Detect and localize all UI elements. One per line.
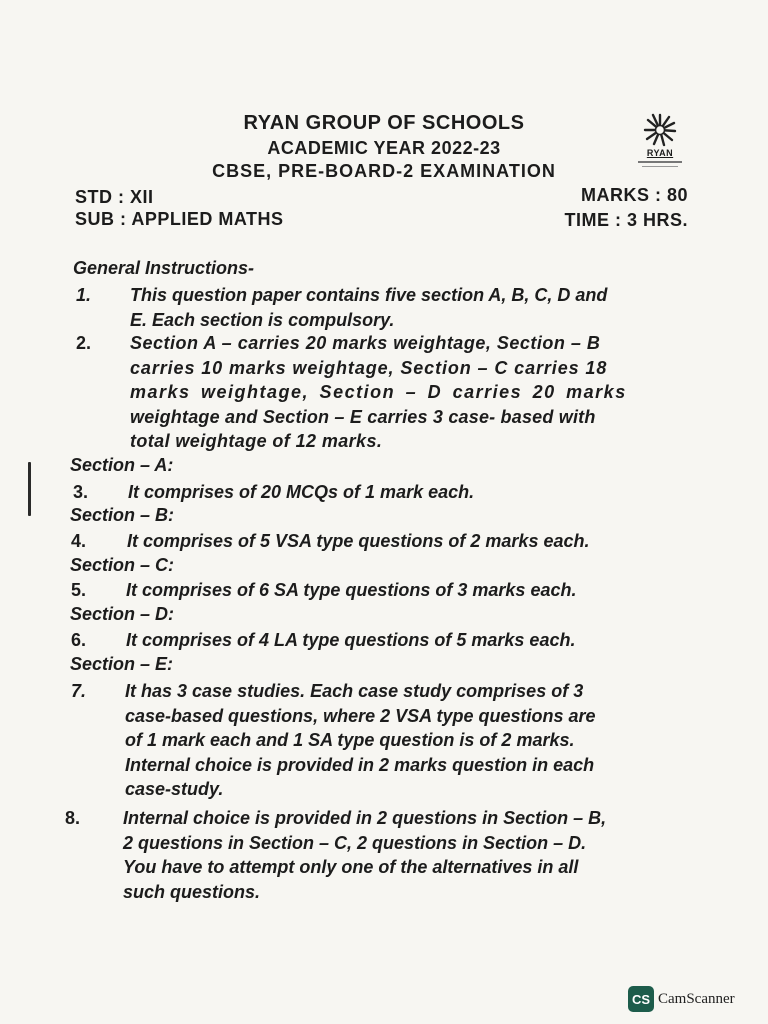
instruction-item — [128, 480, 698, 505]
instruction-line: Section A – carries 20 marks weightage, Section – B — [130, 333, 601, 353]
academic-year: ACADEMIC YEAR 2022-23 — [267, 138, 501, 158]
logo-tagline-line — [642, 166, 678, 167]
item-number: 3. — [73, 482, 89, 502]
item-number: 8. — [65, 808, 81, 828]
section-d-heading: Section – D: — [70, 604, 175, 624]
section-a-heading: Section – A: — [70, 455, 174, 475]
section-e-heading: Section – E: — [70, 654, 174, 674]
instruction-line: It comprises of 4 LA type questions of 5 marks each. — [126, 630, 576, 650]
marks-label: MARKS : 80 — [580, 185, 688, 205]
logo-tagline-line — [638, 161, 682, 163]
instruction-line: It comprises of 5 VSA type questions of 2 marks each. — [127, 531, 590, 551]
instruction-line: It comprises of 6 SA type questions of 3 marks each. — [126, 580, 577, 600]
camscanner-icon: CS — [628, 986, 654, 1012]
instruction-item — [126, 628, 696, 653]
instruction-item — [130, 283, 700, 332]
item-number: 5. — [71, 580, 87, 600]
instruction-line: You have to attempt only one of the alternatives in all — [123, 857, 579, 877]
std-label: STD : XII — [75, 187, 154, 207]
instruction-line: carries 10 marks weightage, Section – C carries 18 — [130, 357, 608, 378]
instruction-line: 2 questions in Section – C, 2 questions in Section – D. — [123, 832, 587, 853]
camscanner-watermark — [628, 986, 735, 1012]
instruction-line: weightage and Section – E carries 3 case- based with — [130, 406, 596, 427]
item-number: 1. — [76, 285, 92, 305]
instruction-line: Internal choice is provided in 2 marks question in each — [125, 754, 595, 775]
sun-icon — [642, 112, 678, 148]
school-name: RYAN GROUP OF SCHOOLS — [243, 112, 525, 134]
logo-text: RYAN — [646, 148, 674, 158]
section-c-heading: Section – C: — [70, 555, 175, 575]
exam-title: CBSE, PRE-BOARD-2 EXAMINATION — [212, 161, 556, 181]
instruction-item — [126, 578, 696, 603]
instruction-line: case-based questions, where 2 VSA type questions are — [125, 705, 596, 726]
item-number: 4. — [71, 531, 87, 551]
margin-pen-mark — [28, 462, 31, 516]
instruction-line: total weightage of 12 marks. — [130, 431, 383, 451]
camscanner-label: CamScanner — [658, 990, 735, 1007]
instruction-item — [130, 331, 696, 454]
instruction-line: such questions. — [123, 881, 261, 902]
time-label: TIME : 3 HRS. — [564, 210, 688, 230]
instruction-line: It has 3 case studies. Each case study comprises of 3 — [125, 681, 584, 701]
item-number: 2. — [76, 333, 92, 353]
item-number: 6. — [71, 630, 87, 650]
instruction-line: Internal choice is provided in 2 questions in Section – B, — [123, 808, 607, 828]
instruction-line: marks weightage, Section – D carries 20 marks — [130, 382, 627, 402]
item-number: 7. — [71, 681, 87, 701]
instruction-line: E. Each section is compulsory. — [130, 309, 395, 330]
subject-label: SUB : APPLIED MATHS — [75, 209, 284, 229]
instruction-line: case-study. — [125, 779, 224, 799]
instruction-line: of 1 mark each and 1 SA type question is of 2 marks. — [125, 730, 575, 750]
instruction-item — [125, 679, 709, 802]
instruction-line: This question paper contains five section A, B, C, D and — [130, 285, 608, 305]
section-b-heading: Section – B: — [70, 505, 175, 525]
instruction-item — [123, 806, 713, 904]
instruction-line: It comprises of 20 MCQs of 1 mark each. — [128, 482, 475, 502]
instruction-item — [127, 529, 707, 554]
instructions-title: General Instructions- — [73, 258, 255, 278]
school-logo — [630, 112, 690, 180]
